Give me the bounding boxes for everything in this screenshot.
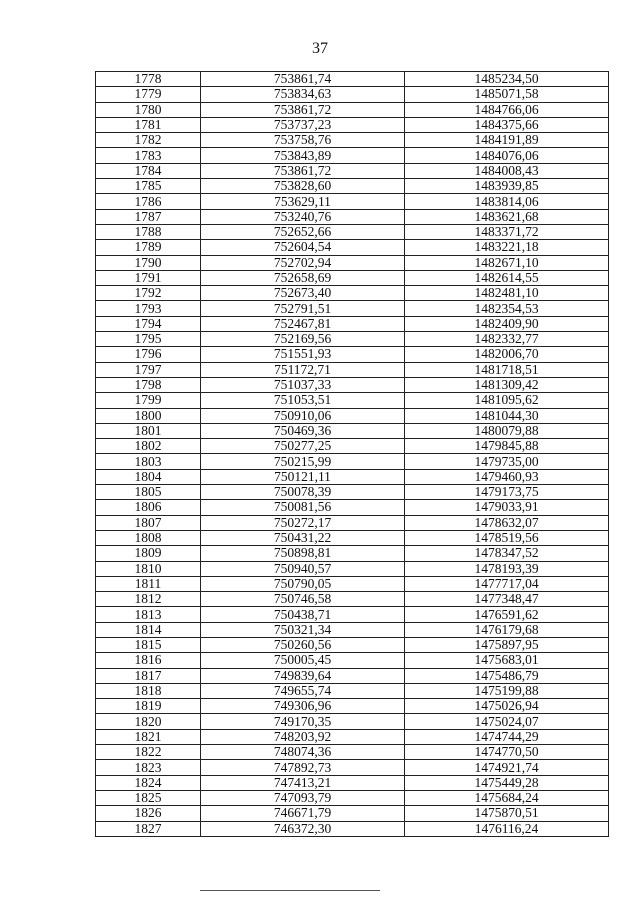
y-coordinate-cell: 1478347,52 <box>405 546 609 561</box>
x-coordinate-cell: 752169,56 <box>201 332 405 347</box>
point-number-cell: 1796 <box>96 347 201 362</box>
x-coordinate-cell: 749170,35 <box>201 714 405 729</box>
x-coordinate-cell: 750215,99 <box>201 454 405 469</box>
table-row <box>96 255 609 270</box>
y-coordinate-cell: 1475449,28 <box>405 775 609 790</box>
y-coordinate-cell: 1479033,91 <box>405 500 609 515</box>
table-body <box>96 72 609 837</box>
x-coordinate-cell: 750081,56 <box>201 500 405 515</box>
y-coordinate-cell: 1482006,70 <box>405 347 609 362</box>
x-coordinate-cell: 753861,74 <box>201 72 405 87</box>
y-coordinate-cell: 1484076,06 <box>405 148 609 163</box>
table-row <box>96 224 609 239</box>
y-coordinate-cell: 1483939,85 <box>405 179 609 194</box>
x-coordinate-cell: 750431,22 <box>201 530 405 545</box>
table-row <box>96 637 609 652</box>
y-coordinate-cell: 1476591,62 <box>405 607 609 622</box>
point-number-cell: 1803 <box>96 454 201 469</box>
point-number-cell: 1809 <box>96 546 201 561</box>
table-row <box>96 270 609 285</box>
point-number-cell: 1824 <box>96 775 201 790</box>
point-number-cell: 1779 <box>96 87 201 102</box>
point-number-cell: 1815 <box>96 637 201 652</box>
y-coordinate-cell: 1475026,94 <box>405 699 609 714</box>
point-number-cell: 1819 <box>96 699 201 714</box>
table-row <box>96 622 609 637</box>
table-row <box>96 699 609 714</box>
y-coordinate-cell: 1481718,51 <box>405 362 609 377</box>
y-coordinate-cell: 1475486,79 <box>405 668 609 683</box>
table-row <box>96 423 609 438</box>
y-coordinate-cell: 1483814,06 <box>405 194 609 209</box>
table-row <box>96 469 609 484</box>
x-coordinate-cell: 750910,06 <box>201 408 405 423</box>
point-number-cell: 1801 <box>96 423 201 438</box>
table-row <box>96 377 609 392</box>
x-coordinate-cell: 749306,96 <box>201 699 405 714</box>
footer-divider <box>200 890 380 891</box>
y-coordinate-cell: 1477717,04 <box>405 576 609 591</box>
x-coordinate-cell: 750272,17 <box>201 515 405 530</box>
point-number-cell: 1807 <box>96 515 201 530</box>
point-number-cell: 1795 <box>96 332 201 347</box>
table-row <box>96 439 609 454</box>
table-row <box>96 179 609 194</box>
table-row <box>96 286 609 301</box>
table-row <box>96 454 609 469</box>
table-row <box>96 683 609 698</box>
point-number-cell: 1785 <box>96 179 201 194</box>
x-coordinate-cell: 753834,63 <box>201 87 405 102</box>
y-coordinate-cell: 1484008,43 <box>405 163 609 178</box>
x-coordinate-cell: 746671,79 <box>201 806 405 821</box>
point-number-cell: 1821 <box>96 729 201 744</box>
x-coordinate-cell: 750469,36 <box>201 423 405 438</box>
table-row <box>96 347 609 362</box>
x-coordinate-cell: 752702,94 <box>201 255 405 270</box>
table-row <box>96 576 609 591</box>
y-coordinate-cell: 1478519,56 <box>405 530 609 545</box>
y-coordinate-cell: 1485234,50 <box>405 72 609 87</box>
x-coordinate-cell: 752658,69 <box>201 270 405 285</box>
x-coordinate-cell: 750790,05 <box>201 576 405 591</box>
table-row <box>96 163 609 178</box>
table-row <box>96 546 609 561</box>
x-coordinate-cell: 749655,74 <box>201 683 405 698</box>
table-row <box>96 485 609 500</box>
point-number-cell: 1793 <box>96 301 201 316</box>
point-number-cell: 1827 <box>96 821 201 836</box>
point-number-cell: 1814 <box>96 622 201 637</box>
y-coordinate-cell: 1484375,66 <box>405 117 609 132</box>
table-row <box>96 790 609 805</box>
point-number-cell: 1784 <box>96 163 201 178</box>
y-coordinate-cell: 1474744,29 <box>405 729 609 744</box>
x-coordinate-cell: 753240,76 <box>201 209 405 224</box>
point-number-cell: 1822 <box>96 745 201 760</box>
table-row <box>96 393 609 408</box>
table-row <box>96 775 609 790</box>
table-row <box>96 806 609 821</box>
table-row <box>96 408 609 423</box>
table-row <box>96 240 609 255</box>
point-number-cell: 1820 <box>96 714 201 729</box>
table-row <box>96 561 609 576</box>
point-number-cell: 1823 <box>96 760 201 775</box>
y-coordinate-cell: 1481309,42 <box>405 377 609 392</box>
table-row <box>96 729 609 744</box>
y-coordinate-cell: 1475199,88 <box>405 683 609 698</box>
point-number-cell: 1780 <box>96 102 201 117</box>
x-coordinate-cell: 752791,51 <box>201 301 405 316</box>
x-coordinate-cell: 753861,72 <box>201 163 405 178</box>
x-coordinate-cell: 753843,89 <box>201 148 405 163</box>
y-coordinate-cell: 1477348,47 <box>405 592 609 607</box>
x-coordinate-cell: 751037,33 <box>201 377 405 392</box>
y-coordinate-cell: 1476116,24 <box>405 821 609 836</box>
point-number-cell: 1826 <box>96 806 201 821</box>
point-number-cell: 1810 <box>96 561 201 576</box>
point-number-cell: 1800 <box>96 408 201 423</box>
table-row <box>96 87 609 102</box>
y-coordinate-cell: 1479845,88 <box>405 439 609 454</box>
y-coordinate-cell: 1479460,93 <box>405 469 609 484</box>
table-row <box>96 653 609 668</box>
table-row <box>96 500 609 515</box>
table-row <box>96 209 609 224</box>
x-coordinate-cell: 751551,93 <box>201 347 405 362</box>
point-number-cell: 1792 <box>96 286 201 301</box>
y-coordinate-cell: 1482614,55 <box>405 270 609 285</box>
table-row <box>96 821 609 836</box>
y-coordinate-cell: 1482409,90 <box>405 316 609 331</box>
x-coordinate-cell: 752604,54 <box>201 240 405 255</box>
x-coordinate-cell: 750746,58 <box>201 592 405 607</box>
y-coordinate-cell: 1475684,24 <box>405 790 609 805</box>
y-coordinate-cell: 1480079,88 <box>405 423 609 438</box>
table-row <box>96 515 609 530</box>
x-coordinate-cell: 750005,45 <box>201 653 405 668</box>
y-coordinate-cell: 1483621,68 <box>405 209 609 224</box>
table-row <box>96 668 609 683</box>
point-number-cell: 1825 <box>96 790 201 805</box>
table-row <box>96 760 609 775</box>
y-coordinate-cell: 1484766,06 <box>405 102 609 117</box>
table-row <box>96 102 609 117</box>
table-row <box>96 72 609 87</box>
y-coordinate-cell: 1475024,07 <box>405 714 609 729</box>
y-coordinate-cell: 1479735,00 <box>405 454 609 469</box>
point-number-cell: 1786 <box>96 194 201 209</box>
table-row <box>96 592 609 607</box>
y-coordinate-cell: 1476179,68 <box>405 622 609 637</box>
x-coordinate-cell: 748203,92 <box>201 729 405 744</box>
x-coordinate-cell: 751172,71 <box>201 362 405 377</box>
point-number-cell: 1789 <box>96 240 201 255</box>
x-coordinate-cell: 750260,56 <box>201 637 405 652</box>
y-coordinate-cell: 1481044,30 <box>405 408 609 423</box>
x-coordinate-cell: 752673,40 <box>201 286 405 301</box>
x-coordinate-cell: 750940,57 <box>201 561 405 576</box>
point-number-cell: 1798 <box>96 377 201 392</box>
point-number-cell: 1787 <box>96 209 201 224</box>
table-row <box>96 607 609 622</box>
point-number-cell: 1799 <box>96 393 201 408</box>
x-coordinate-cell: 750321,34 <box>201 622 405 637</box>
x-coordinate-cell: 749839,64 <box>201 668 405 683</box>
x-coordinate-cell: 753629,11 <box>201 194 405 209</box>
table-row <box>96 362 609 377</box>
y-coordinate-cell: 1483221,18 <box>405 240 609 255</box>
point-number-cell: 1813 <box>96 607 201 622</box>
table-row <box>96 530 609 545</box>
point-number-cell: 1817 <box>96 668 201 683</box>
point-number-cell: 1816 <box>96 653 201 668</box>
y-coordinate-cell: 1475870,51 <box>405 806 609 821</box>
y-coordinate-cell: 1475683,01 <box>405 653 609 668</box>
point-number-cell: 1781 <box>96 117 201 132</box>
table-row <box>96 133 609 148</box>
point-number-cell: 1783 <box>96 148 201 163</box>
point-number-cell: 1811 <box>96 576 201 591</box>
table-row <box>96 316 609 331</box>
x-coordinate-cell: 751053,51 <box>201 393 405 408</box>
point-number-cell: 1790 <box>96 255 201 270</box>
x-coordinate-cell: 752652,66 <box>201 224 405 239</box>
table-row <box>96 301 609 316</box>
x-coordinate-cell: 750898,81 <box>201 546 405 561</box>
x-coordinate-cell: 747413,21 <box>201 775 405 790</box>
y-coordinate-cell: 1479173,75 <box>405 485 609 500</box>
point-number-cell: 1806 <box>96 500 201 515</box>
table-row <box>96 714 609 729</box>
x-coordinate-cell: 747093,79 <box>201 790 405 805</box>
y-coordinate-cell: 1474921,74 <box>405 760 609 775</box>
x-coordinate-cell: 752467,81 <box>201 316 405 331</box>
x-coordinate-cell: 748074,36 <box>201 745 405 760</box>
table-row <box>96 117 609 132</box>
x-coordinate-cell: 750121,11 <box>201 469 405 484</box>
table-row <box>96 745 609 760</box>
y-coordinate-cell: 1482354,53 <box>405 301 609 316</box>
x-coordinate-cell: 750277,25 <box>201 439 405 454</box>
point-number-cell: 1778 <box>96 72 201 87</box>
point-number-cell: 1782 <box>96 133 201 148</box>
y-coordinate-cell: 1483371,72 <box>405 224 609 239</box>
x-coordinate-cell: 753861,72 <box>201 102 405 117</box>
y-coordinate-cell: 1484191,89 <box>405 133 609 148</box>
y-coordinate-cell: 1474770,50 <box>405 745 609 760</box>
page-number: 37 <box>312 40 328 57</box>
point-number-cell: 1794 <box>96 316 201 331</box>
coordinates-table <box>95 71 609 837</box>
point-number-cell: 1804 <box>96 469 201 484</box>
point-number-cell: 1818 <box>96 683 201 698</box>
x-coordinate-cell: 750078,39 <box>201 485 405 500</box>
y-coordinate-cell: 1485071,58 <box>405 87 609 102</box>
x-coordinate-cell: 747892,73 <box>201 760 405 775</box>
point-number-cell: 1797 <box>96 362 201 377</box>
x-coordinate-cell: 753737,23 <box>201 117 405 132</box>
y-coordinate-cell: 1478193,39 <box>405 561 609 576</box>
y-coordinate-cell: 1482481,10 <box>405 286 609 301</box>
x-coordinate-cell: 750438,71 <box>201 607 405 622</box>
point-number-cell: 1788 <box>96 224 201 239</box>
x-coordinate-cell: 753828,60 <box>201 179 405 194</box>
y-coordinate-cell: 1482332,77 <box>405 332 609 347</box>
point-number-cell: 1802 <box>96 439 201 454</box>
table-row <box>96 194 609 209</box>
table-row <box>96 148 609 163</box>
y-coordinate-cell: 1482671,10 <box>405 255 609 270</box>
point-number-cell: 1812 <box>96 592 201 607</box>
x-coordinate-cell: 753758,76 <box>201 133 405 148</box>
y-coordinate-cell: 1481095,62 <box>405 393 609 408</box>
y-coordinate-cell: 1478632,07 <box>405 515 609 530</box>
y-coordinate-cell: 1475897,95 <box>405 637 609 652</box>
point-number-cell: 1791 <box>96 270 201 285</box>
x-coordinate-cell: 746372,30 <box>201 821 405 836</box>
point-number-cell: 1805 <box>96 485 201 500</box>
table-row <box>96 332 609 347</box>
point-number-cell: 1808 <box>96 530 201 545</box>
